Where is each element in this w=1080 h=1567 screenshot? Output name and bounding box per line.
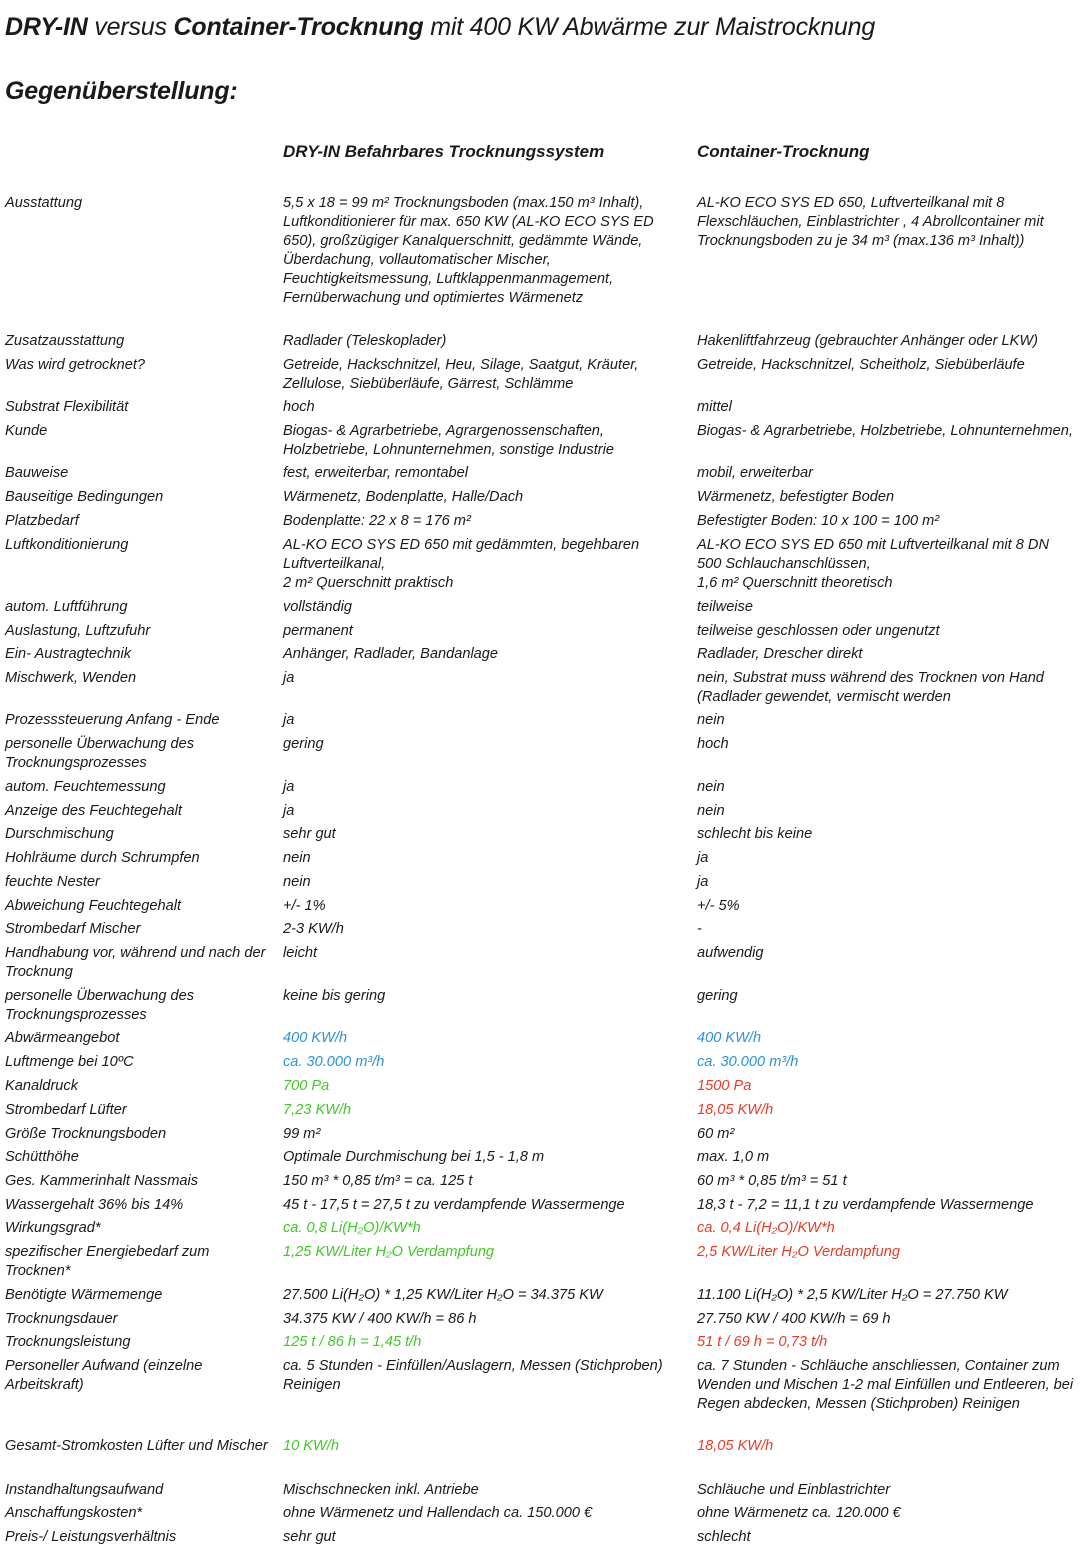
row-label: Auslastung, Luftzufuhr (5, 623, 151, 639)
dry-in-value: ca. 5 Stunden - Einfüllen/Auslagern, Messen (Stichproben) Reinigen (283, 1358, 663, 1393)
row-label: Trocknungsdauer (5, 1311, 118, 1327)
dry-in-value: 400 KW/h (283, 1030, 348, 1046)
container-value: 18,05 KW/h (697, 1102, 774, 1118)
row-label: Strombedarf Mischer (5, 921, 141, 937)
dry-in-value: 2-3 KW/h (283, 921, 344, 937)
dry-in-value: Biogas- & Agrarbetriebe, Agrargenossenschaften, Holzbetriebe, Lohnunternehmen, sonstige Industrie (283, 423, 615, 458)
container-value: 1500 Pa (697, 1078, 752, 1094)
container-value: 60 m³ * 0,85 t/m³ = 51 t (697, 1173, 847, 1189)
row-label: personelle Überwachung des Trocknungsprozesses (5, 988, 195, 1023)
title-rest: mit 400 KW Abwärme zur Maistrocknung (423, 13, 876, 41)
row-label: Durschmischung (5, 826, 114, 842)
container-value: 60 m² (697, 1126, 735, 1142)
container-value: ja (697, 850, 709, 866)
container-value: 27.750 KW / 400 KW/h = 69 h (697, 1311, 891, 1327)
row-label: Kunde (5, 423, 48, 439)
dry-in-value: 150 m³ * 0,85 t/m³ = ca. 125 t (283, 1173, 473, 1189)
dry-in-value: +/- 1% (283, 898, 326, 914)
dry-in-value: fest, erweiterbar, remontabel (283, 465, 468, 481)
container-value: mittel (697, 399, 732, 415)
row-label: Gesamt-Stromkosten Lüfter und Mischer (5, 1438, 268, 1454)
dry-in-value: hoch (283, 399, 315, 415)
row-label: Platzbedarf (5, 513, 79, 529)
container-value: Schläuche und Einblastrichter (697, 1482, 891, 1498)
dry-in-value: ohne Wärmenetz und Hallendach ca. 150.000 € (283, 1505, 593, 1521)
container-value: Wärmenetz, befestigter Boden (697, 489, 895, 505)
title-brand: DRY-IN (5, 13, 88, 41)
dry-in-value: ja (283, 670, 295, 686)
row-label: Wassergehalt 36% bis 14% (5, 1197, 184, 1213)
row-label: Größe Trocknungsboden (5, 1126, 167, 1142)
row-label: Wirkungsgrad* (5, 1220, 101, 1236)
container-value: nein (697, 803, 725, 819)
container-value: ohne Wärmenetz ca. 120.000 € (697, 1505, 901, 1521)
container-value: Hakenliftfahrzeug (gebrauchter Anhänger oder LKW) (697, 333, 1038, 349)
dry-in-value: 1,25 KW/Liter H₂O Verdampfung (283, 1244, 495, 1260)
container-value: Getreide, Hackschnitzel, Scheitholz, Siebüberläufe (697, 357, 1025, 373)
row-label: Abweichung Feuchtegehalt (5, 898, 182, 914)
section-heading: Gegenüberstellung: (5, 77, 238, 105)
row-label: Bauweise (5, 465, 69, 481)
dry-in-value: Mischschnecken inkl. Antriebe (283, 1482, 479, 1498)
row-label: Hohlräume durch Schrumpfen (5, 850, 200, 866)
container-value: 18,05 KW/h (697, 1438, 774, 1454)
container-value: nein (697, 712, 725, 728)
column-header-container: Container-Trocknung (697, 142, 870, 161)
container-value: aufwendig (697, 945, 764, 961)
dry-in-value: 99 m² (283, 1126, 321, 1142)
container-value: 11.100 Li(H₂O) * 2,5 KW/Liter H₂O = 27.750 KW (697, 1287, 1008, 1303)
dry-in-value: nein (283, 874, 311, 890)
dry-in-value: 700 Pa (283, 1078, 330, 1094)
container-value: mobil, erweiterbar (697, 465, 813, 481)
container-value: schlecht (697, 1529, 751, 1545)
row-label: Luftmenge bei 10ºC (5, 1054, 134, 1070)
dry-in-value: leicht (283, 945, 318, 961)
row-label: Prozesssteuerung Anfang - Ende (5, 712, 220, 728)
row-label: feuchte Nester (5, 874, 100, 890)
row-label: Schütthöhe (5, 1149, 79, 1165)
dry-in-value: permanent (283, 623, 353, 639)
title-compare: Container-Trocknung (173, 13, 424, 41)
container-value: nein (697, 779, 725, 795)
dry-in-value: 5,5 x 18 = 99 m² Trocknungsboden (max.150 m³ Inhalt), Luftkonditionierer für max. 650 KW (AL-KO ECO SYS ED 650), großzügiger Kanalquerschnitt, gedämmte Wände, Überdachung, vollautomatischer Mischer, Feuchtigkeitsmessung, Luftklappenmanmagement, Fernüberwachung und optimiertes Wärmenetz (283, 195, 654, 306)
container-value: ca. 30.000 m³/h (697, 1054, 799, 1070)
container-value: 2,5 KW/Liter H₂O Verdampfung (697, 1244, 900, 1260)
dry-in-value: gering (283, 736, 324, 752)
row-label: Preis-/ Leistungsverhältnis (5, 1529, 177, 1545)
row-label: Handhabung vor, während und nach der Trocknung (5, 945, 266, 980)
row-label: Abwärmeangebot (5, 1030, 120, 1046)
dry-in-value: sehr gut (283, 826, 336, 842)
dry-in-value: vollständig (283, 599, 352, 615)
dry-in-value: 125 t / 86 h = 1,45 t/h (283, 1334, 422, 1350)
container-value: teilweise geschlossen oder ungenutzt (697, 623, 940, 639)
container-value: AL-KO ECO SYS ED 650 mit Luftverteilkanal mit 8 DN 500 Schlauchanschlüssen, 1,6 m² Querschnitt theoretisch (697, 537, 1049, 591)
dry-in-value: Radlader (Teleskoplader) (283, 333, 447, 349)
container-value: ca. 0,4 Li(H₂O)/KW*h (697, 1220, 835, 1236)
title-versus: versus (87, 13, 174, 41)
container-value: ja (697, 874, 709, 890)
page-title (5, 10, 875, 44)
dry-in-value: Getreide, Hackschnitzel, Heu, Silage, Saatgut, Kräuter, Zellulose, Siebüberläufe, Gärrest, Schlämme (283, 357, 639, 392)
row-label: Anschaffungskosten* (5, 1505, 143, 1521)
container-value: gering (697, 988, 738, 1004)
container-value: Befestigter Boden: 10 x 100 = 100 m² (697, 513, 940, 529)
dry-in-value: 34.375 KW / 400 KW/h = 86 h (283, 1311, 477, 1327)
row-label: Ein- Austragtechnik (5, 646, 131, 662)
container-value: nein, Substrat muss während des Trocknen von Hand (Radlader gewendet, vermischt werden (697, 670, 1044, 705)
row-label: Strombedarf Lüfter (5, 1102, 127, 1118)
row-label: spezifischer Energiebedarf zum Trocknen* (5, 1244, 210, 1279)
row-label: Instandhaltungsaufwand (5, 1482, 164, 1498)
container-value: teilweise (697, 599, 753, 615)
dry-in-value: ja (283, 779, 295, 795)
row-label: Ges. Kammerinhalt Nassmais (5, 1173, 199, 1189)
dry-in-value: ja (283, 712, 295, 728)
dry-in-value: sehr gut (283, 1529, 336, 1545)
row-label: Mischwerk, Wenden (5, 670, 137, 686)
container-value: Biogas- & Agrarbetriebe, Holzbetriebe, Lohnunternehmen, (697, 423, 1073, 439)
row-label: Substrat Flexibilität (5, 399, 129, 415)
dry-in-value: 45 t - 17,5 t = 27,5 t zu verdampfende Wassermenge (283, 1197, 625, 1213)
dry-in-value: Bodenplatte: 22 x 8 = 176 m² (283, 513, 471, 529)
row-label: Trocknungsleistung (5, 1334, 131, 1350)
row-label: Luftkonditionierung (5, 537, 129, 553)
row-label: Personeller Aufwand (einzelne Arbeitskraft) (5, 1358, 203, 1393)
container-value: 18,3 t - 7,2 = 11,1 t zu verdampfende Wassermenge (697, 1197, 1034, 1213)
row-label: autom. Luftführung (5, 599, 128, 615)
container-value: - (697, 921, 702, 937)
row-label: autom. Feuchtemessung (5, 779, 166, 795)
row-label: Kanaldruck (5, 1078, 79, 1094)
row-label: personelle Überwachung des Trocknungsprozesses (5, 736, 195, 771)
dry-in-value: ca. 0,8 Li(H₂O)/KW*h (283, 1220, 421, 1236)
dry-in-value: AL-KO ECO SYS ED 650 mit gedämmten, begehbaren Luftverteilkanal, 2 m² Querschnitt praktisch (283, 537, 640, 591)
dry-in-value: keine bis gering (283, 988, 386, 1004)
container-value: Radlader, Drescher direkt (697, 646, 863, 662)
dry-in-value: Anhänger, Radlader, Bandanlage (283, 646, 499, 662)
dry-in-value: 27.500 Li(H₂O) * 1,25 KW/Liter H₂O = 34.375 KW (283, 1287, 603, 1303)
dry-in-value: Wärmenetz, Bodenplatte, Halle/Dach (283, 489, 524, 505)
dry-in-value: 7,23 KW/h (283, 1102, 352, 1118)
row-label: Zusatzausstattung (5, 333, 125, 349)
dry-in-value: nein (283, 850, 311, 866)
container-value: ca. 7 Stunden - Schläuche anschliessen, Container zum Wenden und Mischen 1-2 mal Einfüllen und Entleeren, bei Regen abdecken, Messen (Stichproben) Reinigen (697, 1358, 1074, 1412)
container-value: AL-KO ECO SYS ED 650, Luftverteilkanal mit 8 Flexschläuchen, Einblastrichter , 4 Abrollcontainer mit Trocknungsboden zu je 34 m³ (max.136 m³ Inhalt)) (697, 195, 1044, 249)
container-value: schlecht bis keine (697, 826, 813, 842)
dry-in-value: 10 KW/h (283, 1438, 339, 1454)
container-value: hoch (697, 736, 729, 752)
container-value: 400 KW/h (697, 1030, 762, 1046)
container-value: 51 t / 69 h = 0,73 t/h (697, 1334, 828, 1350)
dry-in-value: ja (283, 803, 295, 819)
row-label: Benötigte Wärmemenge (5, 1287, 163, 1303)
container-value: +/- 5% (697, 898, 740, 914)
dry-in-value: ca. 30.000 m³/h (283, 1054, 385, 1070)
row-label: Ausstattung (5, 195, 83, 211)
row-label: Bauseitige Bedingungen (5, 489, 164, 505)
container-value: max. 1,0 m (697, 1149, 770, 1165)
dry-in-value: Optimale Durchmischung bei 1,5 - 1,8 m (283, 1149, 545, 1165)
column-header-dry-in: DRY-IN Befahrbares Trocknungssystem (283, 142, 605, 161)
row-label: Was wird getrocknet? (5, 357, 146, 373)
row-label: Anzeige des Feuchtegehalt (5, 803, 182, 819)
